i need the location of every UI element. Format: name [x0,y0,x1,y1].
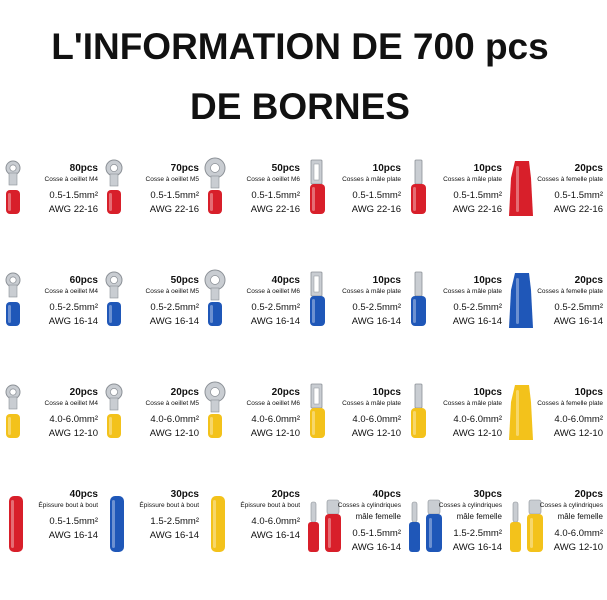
terminal-cell [507,262,607,374]
terminal-quantity: 10pcs [473,275,502,286]
terminal-info [146,162,199,217]
terminal-quantity: 10pcs [574,387,603,398]
terminal-cell [305,486,405,598]
terminal-description: Cosse à oeillet M6 [246,400,300,407]
terminal-info [45,274,98,329]
male-flat-terminal-icon [305,382,335,442]
terminal-awg: AWG 12-10 [553,542,603,553]
terminal-info [247,386,300,441]
ring-terminal-m4-icon [2,382,32,442]
terminal-cell [305,262,405,374]
terminal-info [537,274,603,329]
terminal-gender: mâle femelle [456,512,502,521]
terminal-awg: AWG 12-10 [553,428,603,439]
terminal-awg: AWG 16-14 [149,316,199,327]
female-flat-terminal-icon [507,158,537,218]
terminal-description: Épissure bout à bout [139,502,199,509]
terminal-awg: AWG 22-16 [452,204,502,215]
terminal-info [247,274,300,329]
terminal-wire-size: 0.5-2.5mm² [251,302,300,313]
terminal-quantity: 10pcs [372,387,401,398]
terminal-description: Cosses à cylindriques [438,502,502,509]
ring-terminal-m6-icon [204,270,234,330]
terminal-cell [2,374,102,486]
terminal-quantity: 70pcs [170,163,199,174]
terminal-wire-size: 0.5-2.5mm² [150,302,199,313]
terminal-description: Cosses à cylindriques [337,502,401,509]
male-spade-terminal-icon [406,158,436,218]
terminal-cell [204,262,304,374]
terminal-awg: AWG 16-14 [250,530,300,541]
terminal-quantity: 20pcs [170,387,199,398]
terminal-wire-size: 0.5-1.5mm² [554,190,603,201]
terminal-quantity: 10pcs [372,163,401,174]
terminal-awg: AWG 16-14 [553,316,603,327]
terminal-cell [204,486,304,598]
terminal-description: Cosses à mâle plate [443,400,502,407]
terminal-cell [103,486,203,598]
terminal-info [45,162,98,217]
terminal-awg: AWG 16-14 [452,316,502,327]
terminal-cell [103,262,203,374]
terminal-wire-size: 0.5-2.5mm² [554,302,603,313]
terminal-quantity: 20pcs [271,489,300,500]
terminal-description: Cosse à oeillet M5 [145,176,199,183]
terminal-info [38,488,98,543]
terminal-info [45,386,98,441]
terminal-info [443,274,502,329]
terminal-wire-size: 0.5-1.5mm² [352,190,401,201]
terminal-info [443,162,502,217]
terminal-info [146,386,199,441]
terminal-wire-size: 0.5-1.5mm² [49,190,98,201]
terminal-wire-size: 4.0-6.0mm² [150,414,199,425]
terminal-quantity: 20pcs [574,163,603,174]
terminal-info [537,386,603,441]
terminal-info [439,488,502,555]
terminal-quantity: 50pcs [271,163,300,174]
terminal-awg: AWG 12-10 [452,428,502,439]
terminal-description: Épissure bout à bout [240,502,300,509]
terminal-wire-size: 1.5-2.5mm² [150,516,199,527]
terminal-description: Cosses à mâle plate [342,176,401,183]
terminal-wire-size: 1.5-2.5mm² [453,528,502,539]
terminal-description: Cosses à mâle plate [342,400,401,407]
terminal-awg: AWG 22-16 [351,204,401,215]
terminal-awg: AWG 12-10 [250,428,300,439]
terminal-awg: AWG 16-14 [452,542,502,553]
terminal-quantity: 80pcs [69,163,98,174]
ring-terminal-m5-icon [103,158,133,218]
terminal-quantity: 10pcs [473,163,502,174]
terminal-description: Cosses à femelle plate [537,400,603,407]
terminal-wire-size: 0.5-1.5mm² [150,190,199,201]
terminal-wire-size: 4.0-6.0mm² [554,528,603,539]
terminal-cell [507,150,607,262]
terminal-info [342,386,401,441]
terminal-cell [406,374,506,486]
terminal-awg: AWG 22-16 [553,204,603,215]
terminal-cell [406,486,506,598]
terminal-gender: mâle femelle [557,512,603,521]
terminal-description: Cosse à oeillet M4 [44,176,98,183]
male-spade-terminal-icon [406,382,436,442]
ring-terminal-m6-icon [204,382,234,442]
female-flat-terminal-icon [507,382,537,442]
terminal-info [443,386,502,441]
terminal-wire-size: 0.5-2.5mm² [49,302,98,313]
terminal-quantity: 10pcs [473,387,502,398]
terminal-cell [2,262,102,374]
terminal-quantity: 20pcs [574,275,603,286]
terminal-awg: AWG 16-14 [351,542,401,553]
terminal-info [247,162,300,217]
terminal-info [342,274,401,329]
ring-terminal-m5-icon [103,382,133,442]
male-spade-terminal-icon [406,270,436,330]
title-line-1: L'INFORMATION DE 700 pcs [51,26,549,67]
terminal-cell [204,374,304,486]
ring-terminal-m4-icon [2,270,32,330]
terminal-awg: AWG 16-14 [149,530,199,541]
terminal-cell [305,374,405,486]
terminal-quantity: 30pcs [170,489,199,500]
terminal-wire-size: 4.0-6.0mm² [49,414,98,425]
terminal-info [540,488,603,555]
terminal-description: Cosse à oeillet M4 [44,400,98,407]
terminal-description: Cosses à mâle plate [443,288,502,295]
terminal-quantity: 40pcs [271,275,300,286]
terminal-description: Cosse à oeillet M6 [246,176,300,183]
terminal-info [537,162,603,217]
terminal-gender: mâle femelle [355,512,401,521]
terminal-quantity: 10pcs [372,275,401,286]
ring-terminal-m5-icon [103,270,133,330]
terminal-info [139,488,199,543]
terminal-cell [406,150,506,262]
terminal-cell [305,150,405,262]
terminal-quantity: 60pcs [69,275,98,286]
terminal-info [240,488,300,543]
terminal-awg: AWG 22-16 [149,204,199,215]
title-line-2: DE BORNES [190,86,410,127]
terminal-awg: AWG 16-14 [48,316,98,327]
male-flat-terminal-icon [305,158,335,218]
terminal-awg: AWG 16-14 [48,530,98,541]
terminal-wire-size: 4.0-6.0mm² [352,414,401,425]
terminal-info [146,274,199,329]
terminal-awg: AWG 16-14 [250,316,300,327]
terminal-grid [0,150,603,600]
terminal-awg: AWG 22-16 [48,204,98,215]
terminal-cell [103,374,203,486]
terminal-wire-size: 0.5-1.5mm² [49,516,98,527]
terminal-wire-size: 0.5-1.5mm² [352,528,401,539]
terminal-quantity: 20pcs [271,387,300,398]
terminal-awg: AWG 12-10 [351,428,401,439]
terminal-cell [103,150,203,262]
terminal-awg: AWG 16-14 [351,316,401,327]
terminal-description: Cosse à oeillet M6 [246,288,300,295]
terminal-quantity: 40pcs [372,489,401,500]
terminal-awg: AWG 22-16 [250,204,300,215]
terminal-description: Cosse à oeillet M4 [44,288,98,295]
terminal-wire-size: 4.0-6.0mm² [554,414,603,425]
terminal-description: Épissure bout à bout [38,502,98,509]
terminal-quantity: 30pcs [473,489,502,500]
terminal-wire-size: 4.0-6.0mm² [453,414,502,425]
terminal-cell [2,150,102,262]
terminal-wire-size: 0.5-2.5mm² [453,302,502,313]
terminal-description: Cosses à cylindriques [539,502,603,509]
terminal-awg: AWG 12-10 [48,428,98,439]
terminal-quantity: 50pcs [170,275,199,286]
terminal-quantity: 20pcs [574,489,603,500]
terminal-description: Cosses à femelle plate [537,288,603,295]
terminal-cell [406,262,506,374]
terminal-wire-size: 0.5-2.5mm² [352,302,401,313]
terminal-description: Cosses à mâle plate [443,176,502,183]
terminal-info [342,162,401,217]
terminal-cell [2,486,102,598]
ring-terminal-m4-icon [2,158,32,218]
terminal-description: Cosse à oeillet M5 [145,288,199,295]
female-flat-terminal-icon [507,270,537,330]
terminal-wire-size: 4.0-6.0mm² [251,414,300,425]
terminal-wire-size: 4.0-6.0mm² [251,516,300,527]
terminal-cell [204,150,304,262]
terminal-info [338,488,401,555]
terminal-wire-size: 0.5-1.5mm² [251,190,300,201]
ring-terminal-m6-icon [204,158,234,218]
terminal-description: Cosse à oeillet M5 [145,400,199,407]
terminal-cell [507,486,607,598]
terminal-cell [507,374,607,486]
terminal-awg: AWG 12-10 [149,428,199,439]
terminal-description: Cosses à mâle plate [342,288,401,295]
terminal-quantity: 20pcs [69,387,98,398]
male-flat-terminal-icon [305,270,335,330]
terminal-wire-size: 0.5-1.5mm² [453,190,502,201]
terminal-quantity: 40pcs [69,489,98,500]
terminal-description: Cosses à femelle plate [537,176,603,183]
